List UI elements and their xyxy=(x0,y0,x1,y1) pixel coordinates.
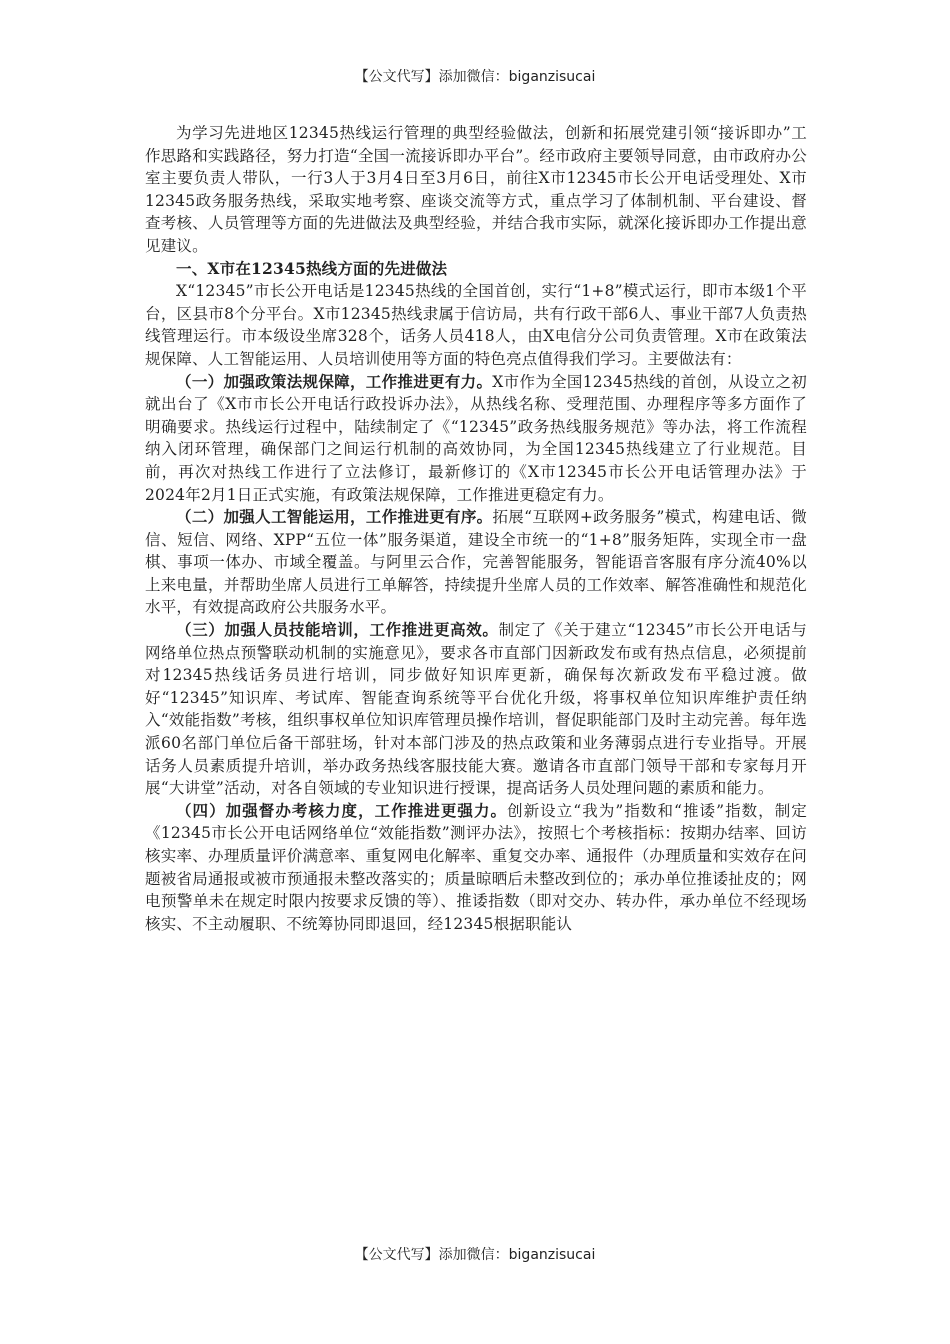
measure-3-text: 制定了《关于建立“12345”市长公开电话与网络单位热点预警联动机制的实施意见》，要求各市直部门因新政发布或有热点信息，必须提前对12345热线话务员进行培训，同步做好知识库更新，确保每次新政发布平稳过渡。做好“12345”知识库、考试库、智能查询系统等平台优化升级，将事权单位知识库维护责任纳入“效能指数”考核，组织事权单位知识库管理员操作培训，督促职能部门及时主动完善。每年选派60名部门单位后备干部驻场，针对本部门涉及的热点政策和业务薄弱点进行专业指导。开展话务人员素质提升培训，举办政务热线客服技能大赛。邀请各市直部门领导干部和专家每月开展“大讲堂”活动，对各自领域的专业知识进行授课，提高话务人员处理问题的素质和能力。 xyxy=(145,621,807,798)
document-body xyxy=(145,122,807,935)
page-footer-watermark: 【公文代写】添加微信：biganzisucai xyxy=(354,1247,596,1263)
measure-2-lead: （二）加强人工智能运用，工作推进更有序。 xyxy=(176,507,493,527)
measure-1-paragraph xyxy=(145,371,807,507)
page-header-watermark: 【公文代写】添加微信：biganzisucai xyxy=(354,69,596,85)
measure-4-text: 创新设立“我为”指数和“推诿”指数，制定《12345市长公开电话网络单位“效能指数”测评办法》，按照七个考核指标：按期办结率、回访核实率、办理质量评价满意率、重复网电化解率、重复交办率、通报件（办理质量和实效存在问题被省局通报或被市预通报未整改落实的；质量晾晒后未整改到位的；承办单位推诿扯皮的；网电预警单未在规定时限内按要求反馈的等）、推诿指数（即对交办、转办件，承办单位不经现场核实、不主动履职、不统筹协同即退回，经12345根据职能认 xyxy=(145,801,807,933)
measure-1-lead: （一）加强政策法规保障，工作推进更有力。 xyxy=(176,371,493,391)
measure-1-text: X市作为全国12345热线的首创，从设立之初就出台了《X市市长公开电话行政投诉办法》，从热线名称、受理范围、办理程序等多方面作了明确要求。热线运行过程中，陆续制定了《“12345”政务热线服务规范》等办法，将工作流程纳入闭环管理，确保部门之间运行机制的高效协同，为全国12345热线建立了行业规范。目前，再次对热线工作进行了立法修订，最新修订的《X市12345市长公开电话管理办法》于2024年2月1日正式实施，有政策法规保障，工作推进更稳定有力。 xyxy=(145,372,807,504)
measure-4-lead: （四）加强督办考核力度，工作推进更强力。 xyxy=(176,800,508,820)
measure-2-text: 拓展“互联网+政务服务”模式，构建电话、微信、短信、网络、XPP“五位一体”服务渠道，建设全市统一的“1+8”服务矩阵，实现全市一盘棋、事项一体办、市域全覆盖。与阿里云合作，完善智能服务，智能语音客服有序分流40%以上来电量，并帮助坐席人员进行工单解答，持续提升坐席人员的工作效率、解答准确性和规范化水平，有效提高政府公共服务水平。 xyxy=(145,508,807,617)
measure-3-lead: （三）加强人员技能培训，工作推进更高效。 xyxy=(176,620,499,640)
measure-4-paragraph xyxy=(145,800,807,936)
section-heading-1: 一、X市在12345热线方面的先进做法 xyxy=(176,258,448,278)
section-1-overview-paragraph xyxy=(145,280,807,370)
intro-paragraph xyxy=(145,122,807,258)
intro-text: 为学习先进地区12345热线运行管理的典型经验做法，创新和拓展党建引领“接诉即办”工作思路和实践路径，努力打造“全国一流接诉即办平台”。经市政府主要领导同意，由市政府办公室主要负责人带队，一行3人于3月4日至3月6日，前往X市12345市长公开电话受理处、X市12345政务服务热线，采取实地考察、座谈交流等方式，重点学习了体制机制、平台建设、督查考核、人员管理等方面的先进做法及典型经验，并结合我市实际，就深化接诉即办工作提出意见建议。 xyxy=(145,124,807,255)
measure-3-paragraph xyxy=(145,619,807,800)
overview-text: X“12345”市长公开电话是12345热线的全国首创，实行“1+8”模式运行，即市本级1个平台，区县市8个分平台。X市12345热线隶属于信访局，共有行政干部6人、事业干部7人负责热线管理运行。市本级设坐席328个，话务人员418人，由X电信分公司负责管理。X市在政策法规保障、人工智能运用、人员培训使用等方面的特色亮点值得我们学习。主要做法有： xyxy=(145,282,807,368)
measure-2-paragraph xyxy=(145,506,807,619)
